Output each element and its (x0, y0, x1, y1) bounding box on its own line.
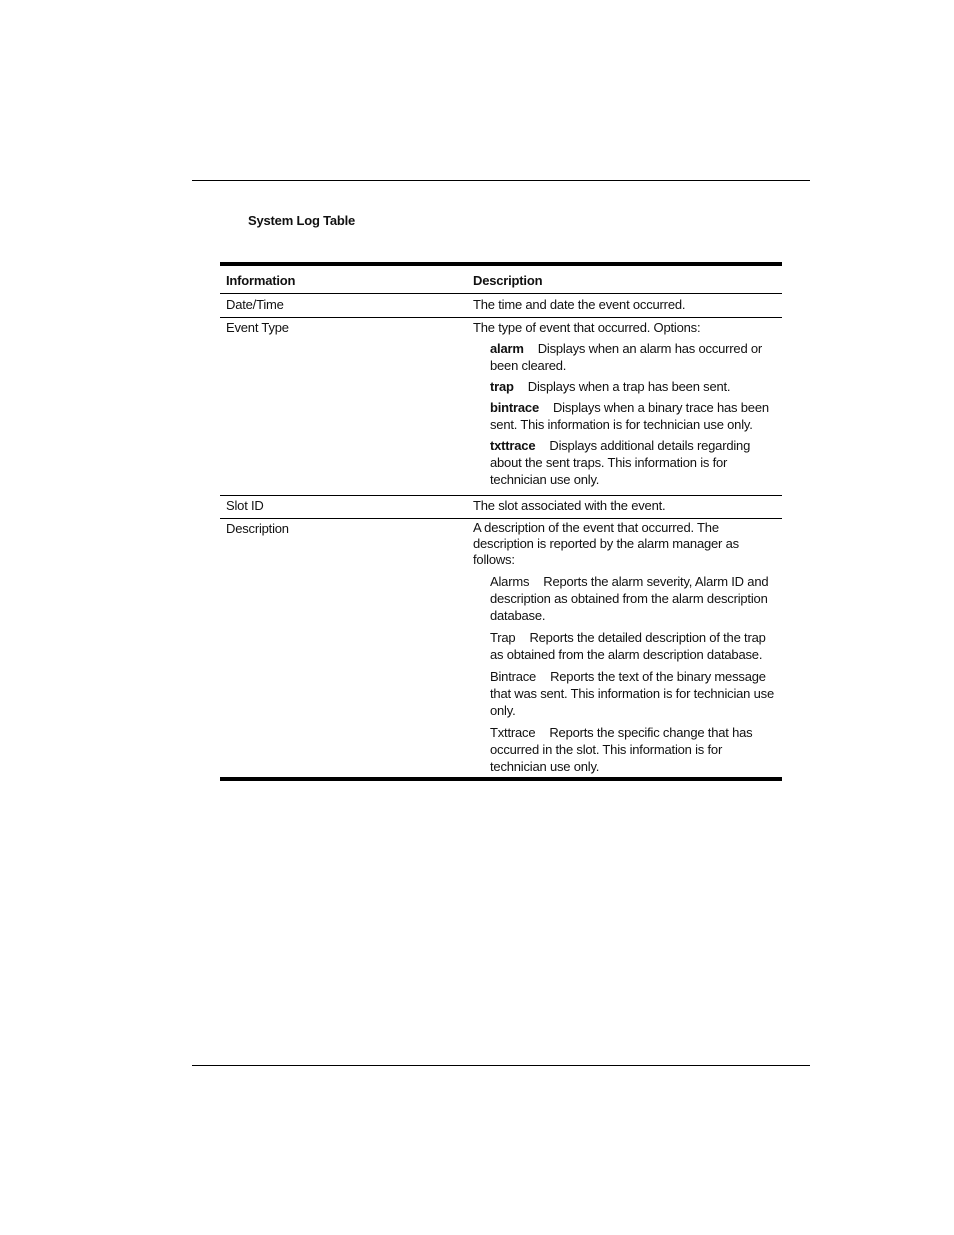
description-intro: A description of the event that occurred. The description is reported by the alarm manager as follows: (473, 520, 739, 567)
row-info-date-time: Date/Time (226, 297, 284, 312)
option-text: Displays when an alarm has occurred or been cleared. (490, 341, 763, 373)
option-text: Reports the detailed description of the trap as obtained from the alarm description database. (490, 630, 766, 662)
row-description-date-time: The time and date the event occurred. (473, 297, 686, 312)
row-info-slot-id: Slot ID (226, 498, 264, 513)
option-term: txttrace (490, 438, 536, 453)
option-text: Reports the text of the binary message that was sent. This information is for technician use only. (490, 669, 774, 718)
option-item (490, 724, 776, 775)
option-text: Reports the specific change that has occurred in the slot. This information is for technician use only. (490, 725, 753, 774)
option-text: Displays when a binary trace has been sent. This information is for technician use only. (490, 400, 769, 432)
option-item (490, 399, 776, 433)
option-text: Reports the alarm severity, Alarm ID and description as obtained from the alarm description database. (490, 574, 769, 623)
column-header-description: Description (473, 273, 543, 288)
option-text: Displays when a trap has been sent. (527, 379, 731, 394)
option-term: Alarms (490, 574, 530, 589)
row-description-description (473, 519, 782, 777)
system-log-table (220, 262, 782, 781)
row-description-slot-id: The slot associated with the event. (473, 498, 666, 513)
row-info-description: Description (226, 521, 289, 536)
column-header-information: Information (226, 273, 296, 288)
option-item (490, 378, 776, 395)
option-item (490, 629, 776, 663)
option-item (490, 340, 776, 374)
table-row (220, 294, 782, 317)
table-row (220, 317, 782, 495)
table-caption: System Log Table (248, 213, 356, 228)
header-rule (192, 180, 810, 181)
option-term: trap (490, 379, 514, 394)
option-item (490, 437, 776, 488)
table-header-row (220, 266, 782, 294)
option-text: Displays additional details regarding about the sent traps. This information is for technician use only. (490, 438, 751, 487)
table-row (220, 495, 782, 518)
option-item (490, 668, 776, 719)
row-info-event-type: Event Type (226, 320, 289, 335)
option-term: Bintrace (490, 669, 537, 684)
option-term: Txttrace (490, 725, 536, 740)
option-term: bintrace (490, 400, 539, 415)
footer-rule (192, 1065, 810, 1066)
option-term: Trap (490, 630, 516, 645)
option-item (490, 573, 776, 624)
table-row (220, 518, 782, 777)
event-type-intro: The type of event that occurred. Options: (473, 320, 701, 335)
row-description-event-type (473, 318, 782, 495)
option-term: alarm (490, 341, 524, 356)
